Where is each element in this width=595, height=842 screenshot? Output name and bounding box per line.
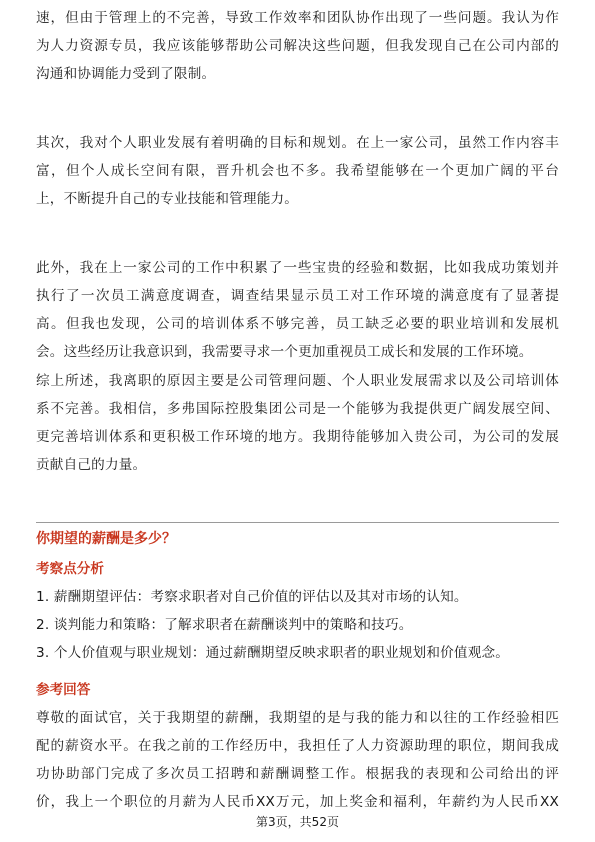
text-line: 系不完善。我相信，多弗国际控股集团公司是一个能够为我提供更广阔发展空间、 xyxy=(36,401,559,417)
page-number-footer: 第3页，共52页 xyxy=(256,815,339,829)
text-line: 富，但个人成长空间有限，晋升机会也不多。我希望能够在一个更加广阔的平台 xyxy=(36,163,559,179)
paragraph-career-goals xyxy=(36,129,559,213)
paragraph-experience xyxy=(36,254,559,366)
text-line: 上，不断提升自己的专业技能和管理能力。 xyxy=(36,191,299,207)
paragraph-management xyxy=(36,4,559,88)
text-line: 速，但由于管理上的不完善，导致工作效率和团队协作出现了一些问题。我认为作 xyxy=(36,10,559,26)
answer-heading: 参考回答 xyxy=(36,682,91,698)
question-heading: 你期望的薪酬是多少？ xyxy=(36,531,176,547)
list-item: 3. 个人价值观与职业规划：通过薪酬期望反映求职者的职业规划和价值观念。 xyxy=(36,645,510,661)
text-line: 执行了一次员工满意度调查，调查结果显示员工对工作环境的满意度有了显著提 xyxy=(36,288,559,304)
text-line: 综上所述，我离职的原因主要是公司管理问题、个人职业发展需求以及公司培训体 xyxy=(36,373,559,389)
text-line: 会。这些经历让我意识到，我需要寻求一个更加重视员工成长和发展的工作环境。 xyxy=(36,344,533,360)
text-line: 价，我上一个职位的月薪为人民币XX万元，加上奖金和福利，年薪约为人民币XX xyxy=(36,794,559,810)
text-line: 更完善培训体系和更积极工作环境的地方。我期待能够加入贵公司，为公司的发展 xyxy=(36,429,559,445)
text-line: 其次，我对个人职业发展有着明确的目标和规划。在上一家公司，虽然工作内容丰 xyxy=(36,135,559,151)
analysis-list xyxy=(36,583,559,667)
analysis-heading: 考察点分析 xyxy=(36,561,104,577)
text-line: 沟通和协调能力受到了限制。 xyxy=(36,66,216,82)
answer-paragraph xyxy=(36,704,559,816)
text-line: 尊敬的面试官，关于我期望的薪酬，我期望的是与我的能力和以往的工作经验相匹 xyxy=(36,710,559,726)
text-line: 功协助部门完成了多次员工招聘和薪酬调整工作。根据我的表现和公司给出的评 xyxy=(36,766,559,782)
paragraph-summary xyxy=(36,367,559,479)
section-divider xyxy=(36,522,559,523)
list-item: 1. 薪酬期望评估：考察求职者对自己价值的评估以及其对市场的认知。 xyxy=(36,589,468,605)
text-line: 贡献自己的力量。 xyxy=(36,457,147,473)
text-line: 配的薪资水平。在我之前的工作经历中，我担任了人力资源助理的职位，期间我成 xyxy=(36,738,559,754)
text-line: 此外，我在上一家公司的工作中积累了一些宝贵的经验和数据，比如我成功策划并 xyxy=(36,260,559,276)
text-line: 高。但我也发现，公司的培训体系不够完善，员工缺乏必要的职业培训和发展机 xyxy=(36,316,559,332)
list-item: 2. 谈判能力和策略：了解求职者在薪酬谈判中的策略和技巧。 xyxy=(36,617,413,633)
text-line: 为人力资源专员，我应该能够帮助公司解决这些问题，但我发现自己在公司内部的 xyxy=(36,38,559,54)
